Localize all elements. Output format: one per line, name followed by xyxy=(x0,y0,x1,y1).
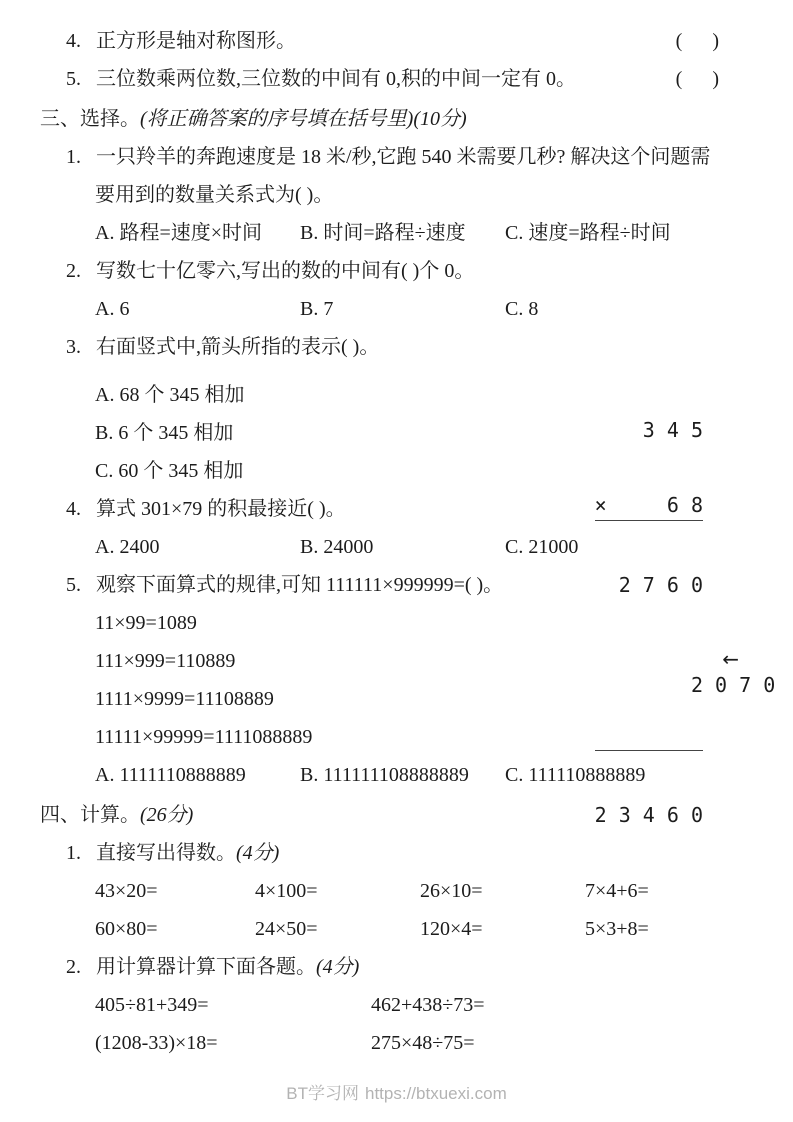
option-a: A. 路程=速度×时间 xyxy=(95,222,263,244)
option-c: C. 60 个 345 相加 xyxy=(95,460,244,482)
option-b: B. 时间=路程÷速度 xyxy=(300,222,466,244)
calc-part-score: (4分) xyxy=(236,842,280,864)
expression: 462+438÷73= xyxy=(371,994,485,1016)
section-score: (26分) xyxy=(140,804,194,826)
vm-multiplier: 6 8 xyxy=(666,493,703,517)
option-c: C. 111110888889 xyxy=(505,764,646,786)
expression: 24×50= xyxy=(255,918,318,940)
expression: 405÷81+349= xyxy=(95,994,209,1016)
judge-item-text: 三位数乘两位数,三位数的中间有 0,积的中间一定有 0。 xyxy=(96,68,576,90)
item-number: 2. xyxy=(66,956,81,978)
calc-part-title: 直接写出得数。 xyxy=(96,842,236,864)
question-1 xyxy=(40,138,719,176)
option-b: B. 24000 xyxy=(300,536,374,558)
question-number: 4. xyxy=(66,498,81,520)
option-c: C. 速度=路程÷时间 xyxy=(505,222,671,244)
expression: 26×10= xyxy=(420,880,483,902)
mental-math-row xyxy=(40,910,719,948)
question-number: 5. xyxy=(66,574,81,596)
expression: 4×100= xyxy=(255,880,318,902)
section-title: 三、选择。 xyxy=(40,108,140,130)
calc-part-title: 用计算器计算下面各题。 xyxy=(96,956,316,978)
expression: 60×80= xyxy=(95,918,158,940)
calculator-row xyxy=(40,986,719,1024)
item-number: 5. xyxy=(66,68,81,90)
pattern-equation: 11×99=1089 xyxy=(95,612,197,634)
question-number: 1. xyxy=(66,146,81,168)
question-3 xyxy=(40,328,719,366)
judge-item-text: 正方形是轴对称图形。 xyxy=(96,30,296,52)
left-arrow-icon: ← xyxy=(722,647,739,671)
vm-partial-product-2 xyxy=(595,647,776,751)
judge-item xyxy=(40,60,719,98)
watermark-url: https://btxuexi.com xyxy=(365,1084,507,1103)
section-title: 四、计算。 xyxy=(40,804,140,826)
vm-multiplier-row xyxy=(595,493,703,521)
expression: 275×48÷75= xyxy=(371,1032,475,1054)
vm-partial-product-1: 2 7 6 0 xyxy=(618,573,703,597)
option-a: A. 6 xyxy=(95,298,130,320)
multiply-sign: × xyxy=(594,493,607,517)
question-2-options xyxy=(40,290,719,328)
section-note: (将正确答案的序号填在括号里) xyxy=(140,108,414,130)
watermark-site-name: BT学习网 xyxy=(286,1084,359,1103)
option-b: B. 7 xyxy=(300,298,334,320)
section-score: (10分) xyxy=(413,108,467,130)
question-number: 3. xyxy=(66,336,81,358)
expression: 43×20= xyxy=(95,880,158,902)
calc-part-score: (4分) xyxy=(316,956,360,978)
vertical-multiplication-figure xyxy=(594,368,776,878)
item-number: 1. xyxy=(66,842,81,864)
question-2 xyxy=(40,252,719,290)
calculator-row xyxy=(40,1024,719,1062)
question-text: 右面竖式中,箭头所指的表示( )。 xyxy=(96,336,380,358)
question-text: 写数七十亿零六,写出的数的中间有( )个 0。 xyxy=(96,260,475,282)
option-a: A. 1111110888889 xyxy=(95,764,246,786)
question-text: 算式 301×79 的积最接近( )。 xyxy=(96,498,346,520)
option-b: B. 6 个 345 相加 xyxy=(95,422,234,444)
expression: 120×4= xyxy=(420,918,483,940)
expression: 7×4+6= xyxy=(585,880,649,902)
pattern-equation: 111×999=110889 xyxy=(95,650,236,672)
pattern-equation: 1111×9999=11108889 xyxy=(95,688,274,710)
question-text: 一只羚羊的奔跑速度是 18 米/秒,它跑 540 米需要几秒? 解决这个问题需 xyxy=(96,146,711,168)
judge-item xyxy=(40,22,719,60)
section-heading-choice xyxy=(40,100,719,138)
vm-product: 2 3 4 6 0 xyxy=(594,803,704,827)
expression: 5×3+8= xyxy=(585,918,649,940)
question-text: 观察下面算式的规律,可知 111111×999999=( )。 xyxy=(96,574,504,596)
question-1-continued xyxy=(40,176,719,214)
calc-part-2 xyxy=(40,948,719,986)
pattern-equation: 11111×99999=1111088889 xyxy=(95,726,313,748)
question-text: 要用到的数量关系式为( )。 xyxy=(95,184,334,206)
answer-bracket: ( ) xyxy=(675,30,719,52)
question-number: 2. xyxy=(66,260,81,282)
vm-multiplicand: 3 4 5 xyxy=(642,418,703,442)
vm-partial-2-digits: 2 0 7 0 xyxy=(690,673,776,697)
option-c: C. 21000 xyxy=(505,536,579,558)
option-a: A. 68 个 345 相加 xyxy=(95,384,245,406)
watermark xyxy=(0,1079,793,1104)
item-number: 4. xyxy=(66,30,81,52)
answer-bracket: ( ) xyxy=(675,68,719,90)
option-b: B. 111111108888889 xyxy=(300,764,469,786)
question-1-options xyxy=(40,214,719,252)
expression: (1208-33)×18= xyxy=(95,1032,218,1054)
option-c: C. 8 xyxy=(505,298,539,320)
option-a: A. 2400 xyxy=(95,536,160,558)
